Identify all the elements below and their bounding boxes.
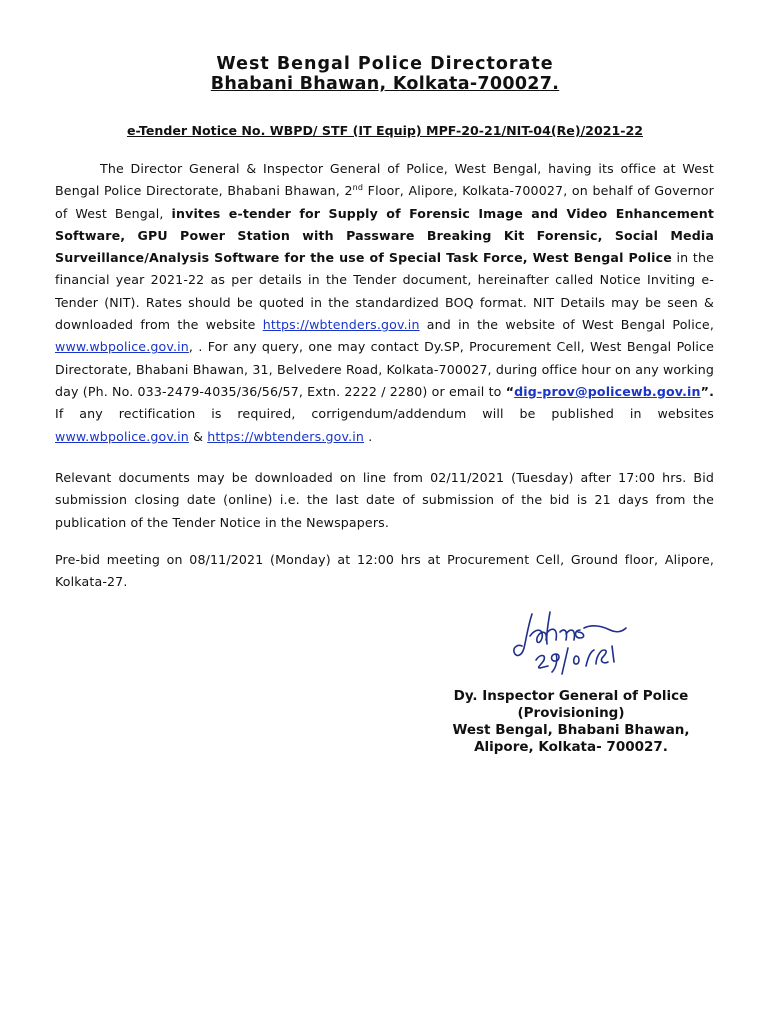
body-text: &: [188, 428, 208, 444]
body-text: in the financial year 2021-22 as per details in the Tender document, hereinafter called Notice Inviting e-Tender (NIT). Rates should be quoted in the standardized BOQ format. NIT Details may be seen & downloaded from the website: [55, 250, 714, 333]
body-text: .: [364, 428, 373, 444]
documents-paragraph: Relevant documents may be downloaded on line from 02/11/2021 (Tuesday) after 17:00 hrs. Bid submission closing date (online) i.e. the last date of submission of the bid is 21 days from the publication of the Tender Notice in the Newspapers.: [55, 470, 714, 530]
wbpolice-link[interactable]: www.wbpolice.gov.in: [55, 339, 189, 355]
signatory-address-line: Alipore, Kolkata- 700027.: [474, 739, 668, 755]
notice-body-paragraph: [55, 158, 714, 448]
body-text: Floor, Alipore, Kolkata-700027, on behalf of Governor of West Bengal,: [55, 183, 714, 221]
quote-close: ”.: [700, 383, 715, 399]
wbtenders-link[interactable]: https://wbtenders.gov.in: [262, 317, 420, 333]
body-text: and in the website of West Bengal Police,: [419, 317, 714, 333]
wbtenders-link-2[interactable]: https://wbtenders.gov.in: [207, 428, 365, 444]
ordinal-suffix: nd: [352, 183, 364, 193]
body-text: If any rectification is required, corrigendum/addendum will be published in websites: [55, 406, 714, 422]
quote-open: “: [505, 383, 515, 399]
prebid-paragraph: Pre-bid meeting on 08/11/2021 (Monday) at 12:00 hrs at Procurement Cell, Ground floor, Alipore, Kolkata-27.: [55, 552, 714, 590]
handwritten-signature: [510, 606, 650, 676]
letterhead: [0, 54, 770, 94]
notice-number: e-Tender Notice No. WBPD/ STF (IT Equip) MPF-20-21/NIT-04(Re)/2021-22: [126, 123, 643, 138]
signatory-address-line: West Bengal, Bhabani Bhawan,: [452, 722, 690, 738]
signatory-block: [438, 688, 704, 756]
signatory-department: (Provisioning): [517, 705, 625, 721]
wbpolice-link-2[interactable]: www.wbpolice.gov.in: [55, 428, 189, 444]
organization-title: West Bengal Police Directorate: [216, 54, 554, 74]
body-text: The Director General & Inspector General of Police, West Bengal, having its office at West Bengal Police Directorate, Bhabani Bhawan, 2: [55, 161, 714, 199]
body-text: , . For any query, one may contact Dy.SP, Procurement Cell, West Bengal Police Directorate, Bhabani Bhawan, 31, Belvedere Road, Kolkata-700027, during office hour on any working day (Ph. No. 033-2479-4035/36/56/57, Extn. 2222 / 2280) or email to: [55, 339, 714, 399]
tender-subject: invites e-tender for Supply of Forensic Image and Video Enhancement Software, GPU Power Station with Passware Breaking Kit Forensic, Social Media Surveillance/Analysis Software for the use of Special Task Force, West Bengal Police: [55, 205, 714, 266]
organization-address: Bhabani Bhawan, Kolkata-700027.: [210, 74, 560, 94]
email-link[interactable]: dig-prov@policewb.gov.in: [514, 383, 701, 399]
signatory-title: Dy. Inspector General of Police: [453, 688, 689, 704]
